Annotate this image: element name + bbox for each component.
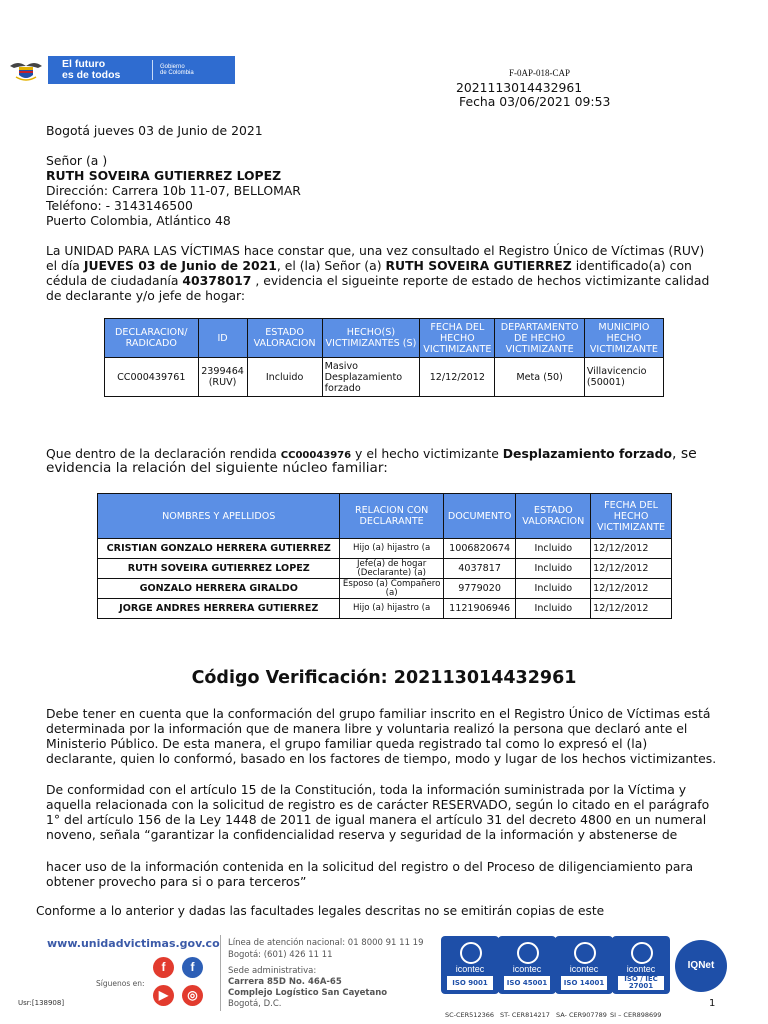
icontec-logo-icon (574, 942, 596, 964)
col-header: MUNICIPIO HECHO VICTIMIZANTE (584, 319, 663, 358)
cell: Hijo (a) hijastro (a (340, 599, 443, 619)
table-row (98, 579, 672, 599)
p6-line1: Conforme a lo anterior y dadas las facultades legales descritas no se emitirán copias de este (36, 904, 605, 918)
icontec-logo-icon (517, 942, 539, 964)
cell: Villavicencio (50001) (584, 358, 663, 397)
cell: CC000439761 (105, 358, 199, 397)
cell: Esposo (a) Compañero (a) (340, 579, 443, 599)
icontec-iso45001-badge: icontec ISO 45001 (498, 936, 556, 994)
cell: 12/12/2012 (591, 579, 672, 599)
cell: Incluido (247, 358, 322, 397)
table-header-row (98, 494, 672, 539)
icontec-iso27001-badge: icontec ISO / IEC 27001 (612, 936, 670, 994)
cell: 1006820674 (443, 539, 516, 559)
p4-line1: De conformidad con el artículo 15 de la Constitución, toda la información suministrada por la Víctima y (46, 782, 687, 797)
cell: Incluido (516, 579, 591, 599)
col-header: ID (198, 319, 247, 358)
cell: Meta (50) (495, 358, 584, 397)
footer-line1: Línea de atención nacional: 01 8000 91 11 19 (228, 938, 424, 948)
cell: 1121906946 (443, 599, 516, 619)
recipient-phone: Teléfono: - 3143146500 (46, 198, 193, 213)
cell: 4037817 (443, 559, 516, 579)
table-row (105, 358, 664, 397)
recipient-address: Dirección: Carrera 10b 11-07, BELLOMAR (46, 183, 301, 198)
p4-line4: noveno, señala “garantizar la confidencialidad reserva y seguridad de la información y abstenerse de (46, 827, 678, 842)
recipient-city: Puerto Colombia, Atlántico 48 (46, 213, 231, 228)
col-header: ESTADO VALORACION (247, 319, 322, 358)
icontec-logo-icon (460, 942, 482, 964)
p3-line2: determinada por la información que de manera libre y voluntaria realizó la persona que declaró ante el (46, 721, 688, 736)
place-date: Bogotá jueves 03 de Junio de 2021 (46, 123, 263, 138)
footer-line4: Carrera 85D No. 46A-65 (228, 977, 342, 987)
p2-line1: Que dentro de la declaración rendida CC00043976 y el hecho victimizante Desplazamiento forzado, se (46, 446, 697, 462)
instagram-icon[interactable]: ◎ (182, 985, 203, 1006)
p1-line3: cédula de ciudadanía 40378017 , evidencia el sigueinte reporte de estado de hechos victimizante calidad (46, 273, 710, 288)
salutation: Señor (a ) (46, 153, 108, 168)
col-header: NOMBRES Y APELLIDOS (98, 494, 340, 539)
cell: GONZALO HERRERA GIRALDO (98, 579, 340, 599)
col-header: DEPARTAMENTO DE HECHO VICTIMIZANTE (495, 319, 584, 358)
col-header: HECHO(S) VICTIMIZANTES (S) (322, 319, 420, 358)
col-header: FECHA DEL HECHO VICTIMIZANTE (420, 319, 495, 358)
family-nucleus-table (97, 493, 672, 619)
p3-line4: declarante, quien lo conformó, basado en los factores de tiempo, modo y lugar de los hechos victimizantes. (46, 751, 717, 766)
p2-line2: evidencia la relación del siguiente núcleo familiar: (46, 460, 388, 476)
iqnet-badge: IQNet (675, 940, 727, 992)
gobierno-banner-logo (48, 56, 235, 84)
cell: 9779020 (443, 579, 516, 599)
p3-line1: Debe tener en cuenta que la conformación del grupo familiar inscrito en el Registro Único de Víctimas está (46, 706, 711, 721)
gov-line2: de Colombia (160, 70, 194, 76)
cell: 12/12/2012 (591, 559, 672, 579)
p4-line2: aquella relacionada con la solicitud de registro es de carácter RESERVADO, según lo citado en el parágrafo (46, 797, 710, 812)
gov-line1: Gobierno (160, 64, 185, 70)
table-header-row (105, 319, 664, 358)
col-header: DECLARACION/ RADICADO (105, 319, 199, 358)
p4-line3: 1° del artículo 156 de la Ley 1448 de 2011 de igual manera el artículo 31 del decreto 4800 en un numeral (46, 812, 707, 827)
table-row (98, 599, 672, 619)
cert-code: ST- CER814217 (500, 1011, 550, 1019)
banner-line1: El futuro (62, 58, 106, 70)
cell: Jefe(a) de hogar (Declarante) (a) (340, 559, 443, 579)
cell: JORGE ANDRES HERRERA GUTIERREZ (98, 599, 340, 619)
page-number: 1 (709, 998, 716, 1009)
facebook-icon[interactable]: f (153, 957, 174, 978)
youtube-icon[interactable]: ▶ (153, 985, 174, 1006)
col-header: RELACION CON DECLARANTE (340, 494, 443, 539)
follow-label: Síguenos en: (96, 979, 145, 988)
p1-line4: de declarante y/o jefe de hogar: (46, 288, 246, 303)
footer-line3: Sede administrativa: (228, 966, 317, 976)
cert-code: SC-CER512366 (445, 1011, 494, 1019)
cell: Incluido (516, 599, 591, 619)
website-link[interactable]: www.unidadvictimas.gov.co (47, 937, 220, 950)
user-code: Usr:[138908] (18, 999, 65, 1007)
icontec-iso9001-badge: icontec ISO 9001 (441, 936, 499, 994)
p1-line2: el día JUEVES 03 de Junio de 2021, el (la) Señor (a) RUTH SOVEIRA GUTIERREZ identificado(a) con (46, 258, 692, 273)
radicado-number: 2021113014432961 (456, 80, 583, 95)
victimizing-facts-table (104, 318, 664, 397)
footer-line2: Bogotá: (601) 426 11 11 (228, 950, 333, 960)
p1-line1: La UNIDAD PARA LAS VÍCTIMAS hace constar que, una vez consultado el Registro Único de Víctimas (RUV) (46, 243, 705, 258)
icontec-iso14001-badge: icontec ISO 14001 (555, 936, 613, 994)
footer-line5: Complejo Logístico San Cayetano (228, 988, 388, 998)
cell: 12/12/2012 (591, 539, 672, 559)
icontec-logo-icon (631, 942, 653, 964)
cert-code: SA- CER907789 (556, 1011, 607, 1019)
cell: Hijo (a) hijastro (a (340, 539, 443, 559)
colombia-shield-icon (8, 58, 44, 84)
cell: CRISTIAN GONZALO HERRERA GUTIERREZ (98, 539, 340, 559)
p5-line1: hacer uso de la información contenida en la solicitud del registro o del Proceso de diligenciamiento para (46, 859, 694, 874)
verification-code: Código Verificación: 202113014432961 (191, 668, 577, 688)
recipient-name: RUTH SOVEIRA GUTIERREZ LOPEZ (46, 168, 282, 183)
footer-line6: Bogotá, D.C. (228, 999, 282, 1009)
banner-line2: es de todos (62, 69, 121, 81)
table-row (98, 539, 672, 559)
col-header: ESTADO VALORACION (516, 494, 591, 539)
facebook-alt-icon[interactable]: f (182, 957, 203, 978)
col-header: DOCUMENTO (443, 494, 516, 539)
cell: 12/12/2012 (420, 358, 495, 397)
p5-line2: obtener provecho para si o para terceros” (46, 874, 307, 889)
cell: 12/12/2012 (591, 599, 672, 619)
footer-divider (220, 935, 221, 1011)
p3-line3: Ministerio Público. De esta manera, el grupo familiar queda registrado tal como lo expresó el (la) (46, 736, 648, 751)
cell: Incluido (516, 559, 591, 579)
table-row (98, 559, 672, 579)
cell: 2399464 (RUV) (198, 358, 247, 397)
form-code: F-0AP-018-CAP (509, 68, 571, 78)
cell: Masivo Desplazamiento forzado (322, 358, 420, 397)
cell: RUTH SOVEIRA GUTIERREZ LOPEZ (98, 559, 340, 579)
banner-divider (152, 60, 153, 80)
cert-code: SI – CER898699 (610, 1011, 662, 1019)
cell: Incluido (516, 539, 591, 559)
col-header: FECHA DEL HECHO VICTIMIZANTE (591, 494, 672, 539)
radicado-date: Fecha 03/06/2021 09:53 (459, 94, 611, 109)
